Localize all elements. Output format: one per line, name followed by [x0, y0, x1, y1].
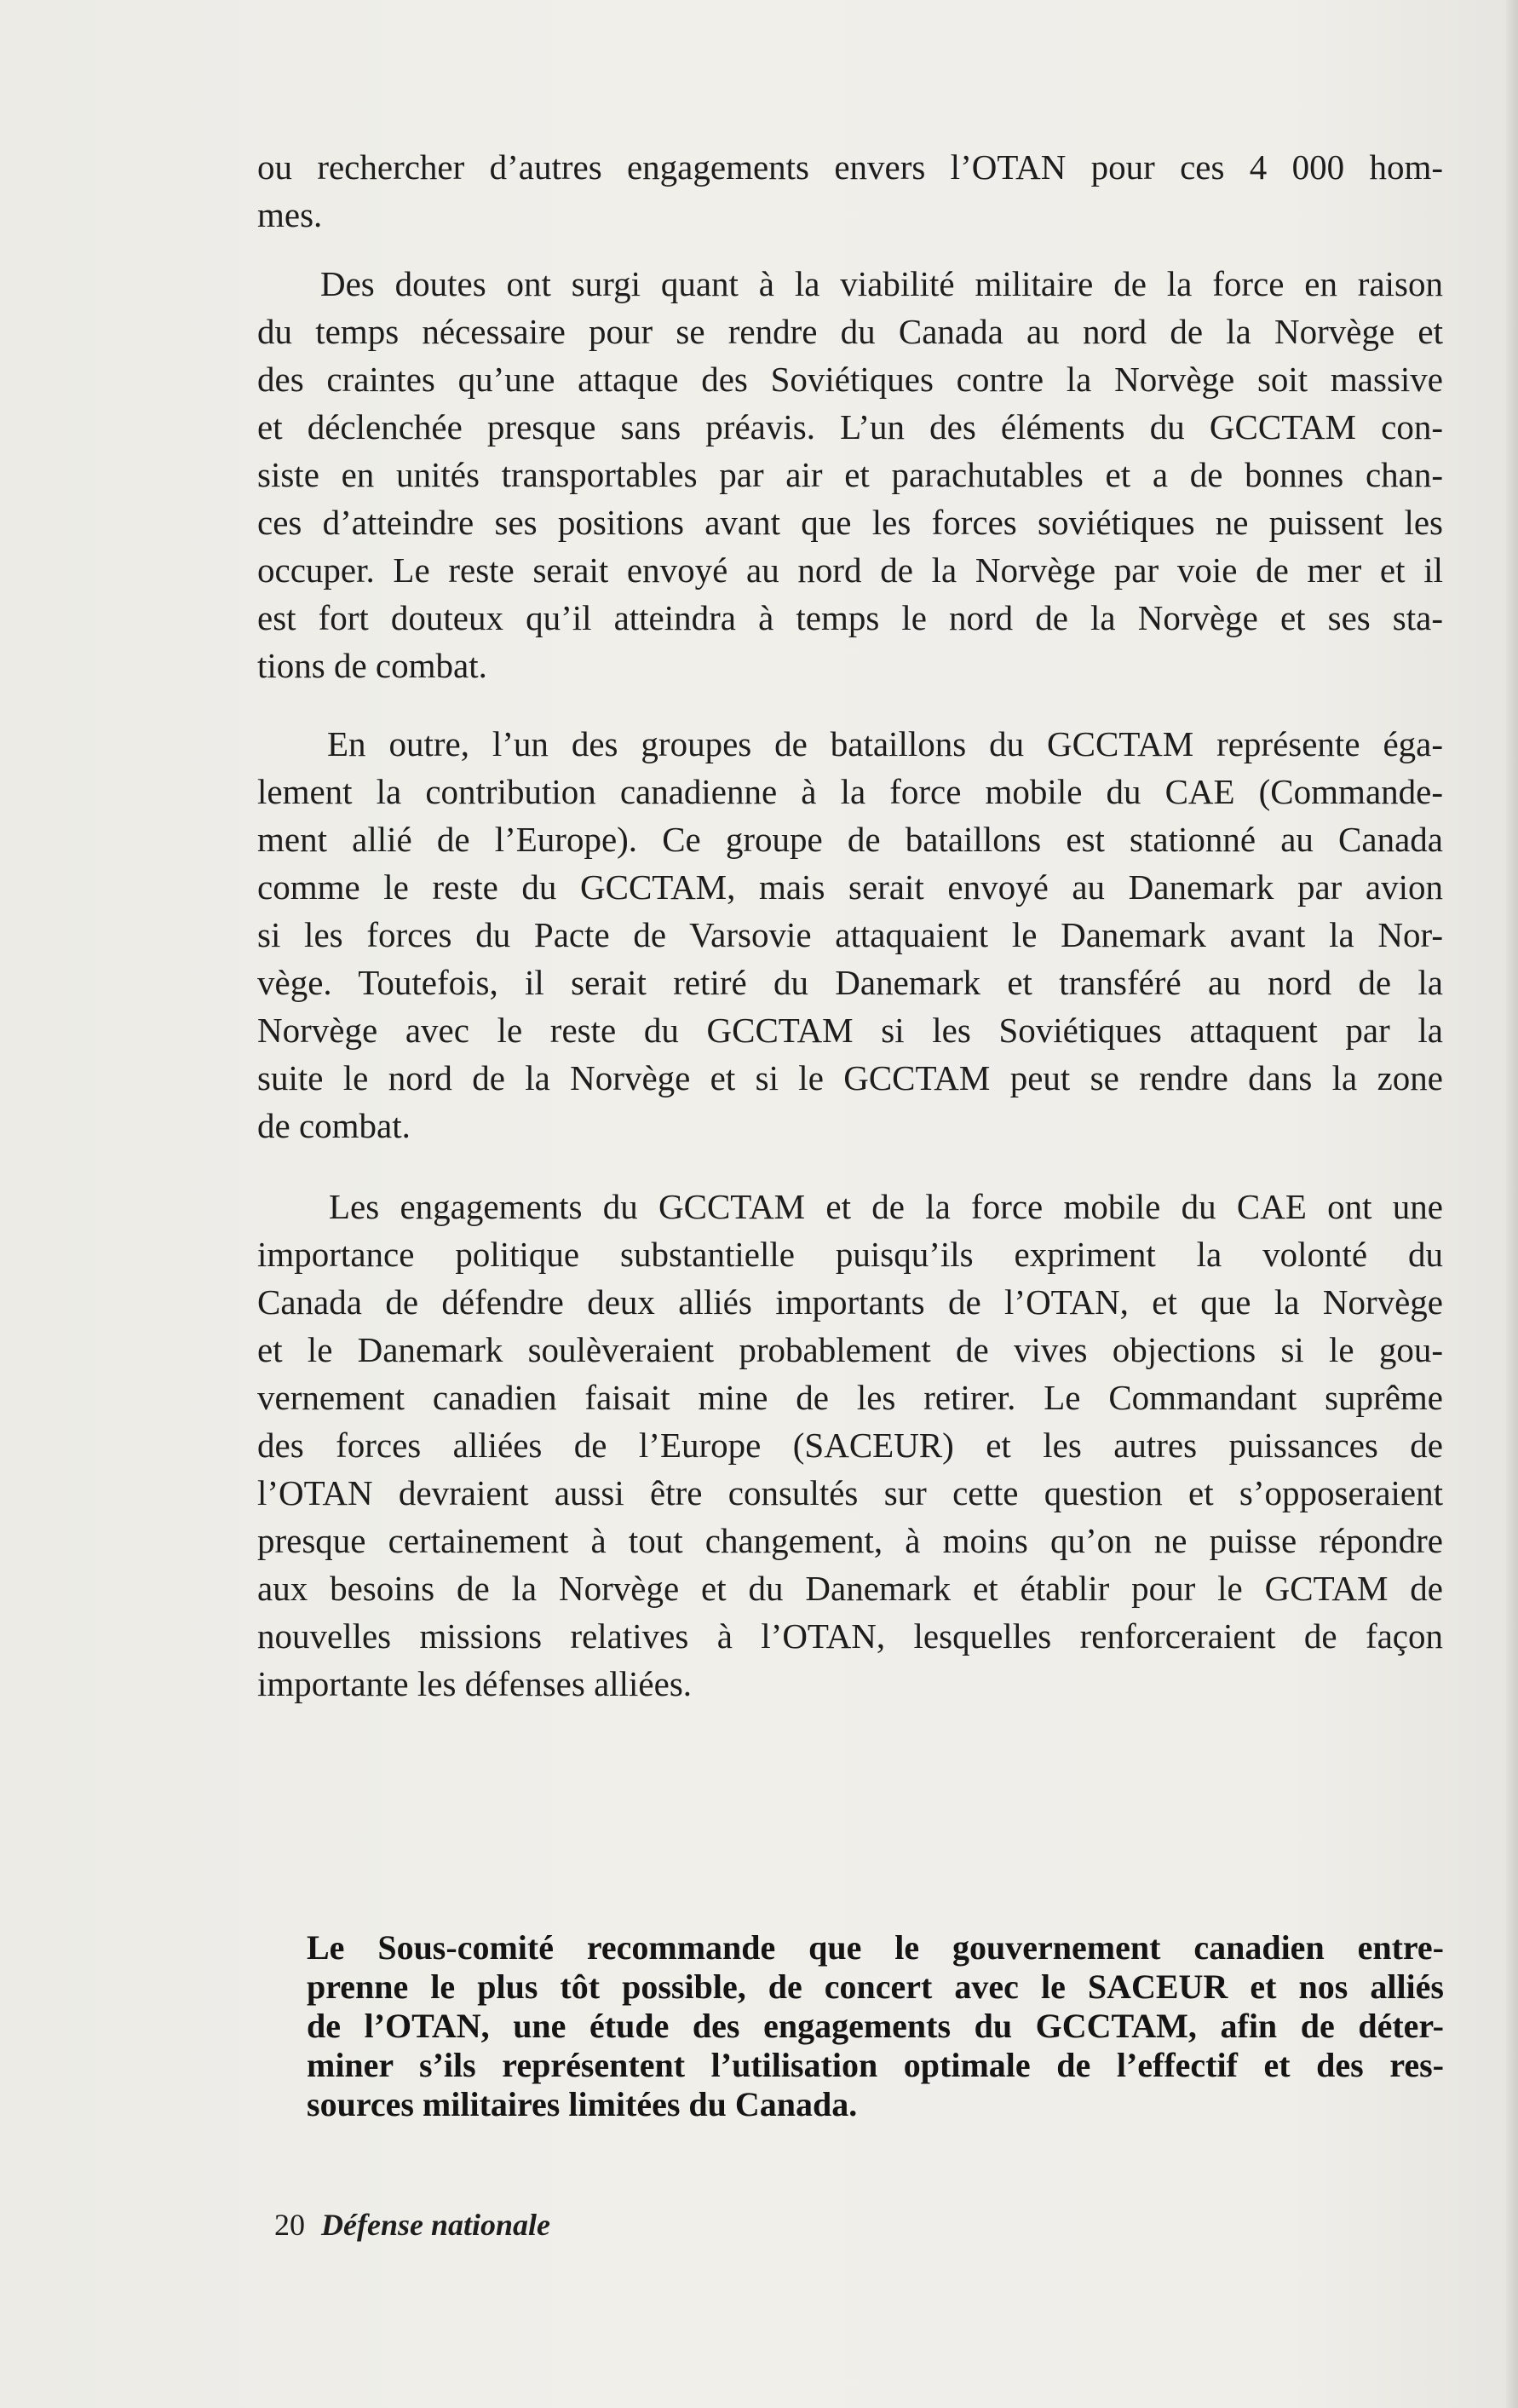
text-line: comme le reste du GCCTAM, mais serait envoyé au Danemark par avion	[257, 867, 1443, 907]
text-line: ces d’atteindre ses positions avant que les forces soviétiques ne puissent les	[257, 503, 1443, 542]
text-line: vège. Toutefois, il serait retiré du Danemark et transféré au nord de la	[257, 963, 1443, 1002]
text-line: En outre, l’un des groupes de bataillons du GCCTAM représente éga-	[327, 724, 1443, 763]
text-line: Des doutes ont surgi quant à la viabilité militaire de la force en raison	[320, 264, 1443, 303]
text-line: occuper. Le reste serait envoyé au nord de la Norvège par voie de mer et il	[257, 550, 1443, 590]
text-line: du temps nécessaire pour se rendre du Canada au nord de la Norvège et	[257, 312, 1443, 351]
text-line: nouvelles missions relatives à l’OTAN, lesquelles renforceraient de façon	[257, 1616, 1443, 1656]
text-line: et le Danemark soulèveraient probablement de vives objections si le gou-	[257, 1330, 1443, 1369]
text-line: importance politique substantielle puisqu’ils expriment la volonté du	[257, 1235, 1443, 1274]
text-line: des craintes qu’une attaque des Soviétiques contre la Norvège soit massive	[257, 360, 1443, 399]
text-line: de combat.	[257, 1106, 411, 1145]
page-edge-shadow	[1506, 0, 1518, 2408]
text-line: est fort douteux qu’il atteindra à temps le nord de la Norvège et ses sta-	[257, 598, 1443, 637]
paragraph-continuation	[257, 143, 1443, 239]
text-line: importante les défenses alliées.	[257, 1664, 693, 1703]
text-line: Norvège avec le reste du GCCTAM si les Soviétiques attaquent par la	[257, 1011, 1443, 1050]
page-number: 20	[274, 2208, 305, 2242]
text-line: ment allié de l’Europe). Ce groupe de bataillons est stationné au Canada	[257, 820, 1443, 859]
page-footer	[274, 2207, 550, 2243]
recommendation-line: miner s’ils représentent l’utilisation optimale de l’effectif et des res-	[307, 2046, 1444, 2084]
text-line: lement la contribution canadienne à la force mobile du CAE (Commande-	[257, 772, 1443, 811]
text-line: ou rechercher d’autres engagements envers l’OTAN pour ces 4 000 hom-	[257, 147, 1443, 187]
text-line: presque certainement à tout changement, à moins qu’on ne puisse répondre	[257, 1521, 1443, 1560]
text-line: siste en unités transportables par air et parachutables et a de bonnes chan-	[257, 455, 1443, 494]
paragraph-political-importance	[257, 1183, 1443, 1708]
running-title: Défense nationale	[321, 2208, 550, 2242]
text-line: Canada de défendre deux alliés importants de l’OTAN, et que la Norvège	[257, 1282, 1443, 1322]
recommendation-line: prenne le plus tôt possible, de concert avec le SACEUR et nos alliés	[307, 1967, 1444, 2006]
text-line: des forces alliées de l’Europe (SACEUR) et les autres puissances de	[257, 1426, 1443, 1465]
text-line: mes.	[257, 195, 323, 234]
text-line: suite le nord de la Norvège et si le GCCTAM peut se rendre dans la zone	[257, 1058, 1443, 1097]
recommendation-line: sources militaires limitées du Canada.	[307, 2085, 858, 2123]
text-line: si les forces du Pacte de Varsovie attaquaient le Danemark avant la Nor-	[257, 915, 1443, 954]
recommendation-line: Le Sous-comité recommande que le gouvernement canadien entre-	[307, 1928, 1444, 1967]
text-line: aux besoins de la Norvège et du Danemark et établir pour le GCTAM de	[257, 1569, 1443, 1608]
text-line: tions de combat.	[257, 646, 487, 685]
paragraph-military-viability	[257, 260, 1443, 689]
text-line: vernement canadien faisait mine de les retirer. Le Commandant suprême	[257, 1378, 1443, 1417]
text-line: l’OTAN devraient aussi être consultés sur cette question et s’opposeraient	[257, 1473, 1443, 1512]
recommendation-block	[307, 1928, 1444, 2124]
recommendation-line: de l’OTAN, une étude des engagements du GCCTAM, afin de déter-	[307, 2007, 1444, 2045]
text-line: et déclenchée presque sans préavis. L’un des éléments du GCCTAM con-	[257, 407, 1443, 446]
text-line: Les engagements du GCCTAM et de la force mobile du CAE ont une	[329, 1187, 1443, 1226]
paragraph-battalion-group	[257, 720, 1443, 1149]
